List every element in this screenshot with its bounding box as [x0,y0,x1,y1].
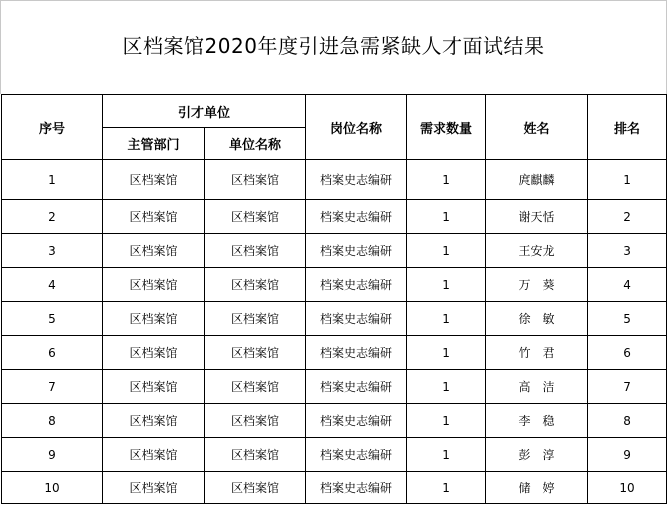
table-row [2,200,667,234]
title-area [0,0,667,94]
cell-name: 储 婷 [486,472,588,504]
cell-seq: 4 [2,268,103,302]
cell-unit-name: 区档案馆 [205,472,306,504]
cell-dept: 区档案馆 [103,268,205,302]
cell-rank: 3 [588,234,667,268]
cell-name: 竹 君 [486,336,588,370]
cell-position: 档案史志编研 [306,234,407,268]
cell-demand: 1 [407,160,486,200]
cell-seq: 2 [2,200,103,234]
cell-position: 档案史志编研 [306,200,407,234]
cell-rank: 10 [588,472,667,504]
document-title: 区档案馆2020年度引进急需紧缺人才面试结果 [122,34,545,58]
cell-dept: 区档案馆 [103,234,205,268]
header-position: 岗位名称 [306,95,407,160]
table-row [2,472,667,504]
cell-demand: 1 [407,234,486,268]
cell-name: 高 洁 [486,370,588,404]
cell-name: 李 稳 [486,404,588,438]
cell-seq: 6 [2,336,103,370]
cell-demand: 1 [407,438,486,472]
cell-demand: 1 [407,200,486,234]
cell-rank: 8 [588,404,667,438]
cell-name: 万 葵 [486,268,588,302]
cell-demand: 1 [407,404,486,438]
cell-dept: 区档案馆 [103,160,205,200]
cell-unit-name: 区档案馆 [205,438,306,472]
cell-seq: 9 [2,438,103,472]
cell-seq: 8 [2,404,103,438]
cell-name: 彭 淳 [486,438,588,472]
cell-rank: 4 [588,268,667,302]
cell-unit-name: 区档案馆 [205,268,306,302]
cell-seq: 7 [2,370,103,404]
cell-rank: 9 [588,438,667,472]
table-row [2,336,667,370]
cell-dept: 区档案馆 [103,438,205,472]
table-body [2,160,667,504]
cell-seq: 5 [2,302,103,336]
cell-rank: 7 [588,370,667,404]
cell-rank: 6 [588,336,667,370]
header-name: 姓名 [486,95,588,160]
cell-unit-name: 区档案馆 [205,302,306,336]
title-top-border [0,0,667,1]
header-seq: 序号 [2,95,103,160]
cell-unit-name: 区档案馆 [205,370,306,404]
table-row [2,268,667,302]
cell-position: 档案史志编研 [306,438,407,472]
cell-seq: 1 [2,160,103,200]
header-dept: 主管部门 [103,128,205,160]
cell-name: 王安龙 [486,234,588,268]
results-table [1,94,667,504]
cell-seq: 10 [2,472,103,504]
cell-unit-name: 区档案馆 [205,160,306,200]
cell-position: 档案史志编研 [306,268,407,302]
cell-seq: 3 [2,234,103,268]
cell-position: 档案史志编研 [306,472,407,504]
table-row [2,302,667,336]
cell-dept: 区档案馆 [103,336,205,370]
cell-position: 档案史志编研 [306,404,407,438]
cell-unit-name: 区档案馆 [205,404,306,438]
cell-rank: 2 [588,200,667,234]
cell-dept: 区档案馆 [103,404,205,438]
cell-rank: 5 [588,302,667,336]
header-demand: 需求数量 [407,95,486,160]
header-unit-name: 单位名称 [205,128,306,160]
table-row [2,404,667,438]
cell-demand: 1 [407,336,486,370]
cell-rank: 1 [588,160,667,200]
cell-name: 徐 敏 [486,302,588,336]
cell-dept: 区档案馆 [103,302,205,336]
cell-name: 谢天恬 [486,200,588,234]
cell-position: 档案史志编研 [306,160,407,200]
cell-demand: 1 [407,302,486,336]
cell-dept: 区档案馆 [103,370,205,404]
table-row [2,438,667,472]
cell-demand: 1 [407,268,486,302]
cell-name: 庹麒麟 [486,160,588,200]
table-row [2,234,667,268]
header-rank: 排名 [588,95,667,160]
cell-unit-name: 区档案馆 [205,234,306,268]
cell-dept: 区档案馆 [103,200,205,234]
table-row [2,370,667,404]
header-unit-group: 引才单位 [103,95,306,128]
cell-dept: 区档案馆 [103,472,205,504]
cell-unit-name: 区档案馆 [205,200,306,234]
cell-position: 档案史志编研 [306,336,407,370]
cell-demand: 1 [407,472,486,504]
table-row [2,160,667,200]
cell-position: 档案史志编研 [306,370,407,404]
cell-position: 档案史志编研 [306,302,407,336]
cell-unit-name: 区档案馆 [205,336,306,370]
cell-demand: 1 [407,370,486,404]
header-row-1 [2,95,667,128]
